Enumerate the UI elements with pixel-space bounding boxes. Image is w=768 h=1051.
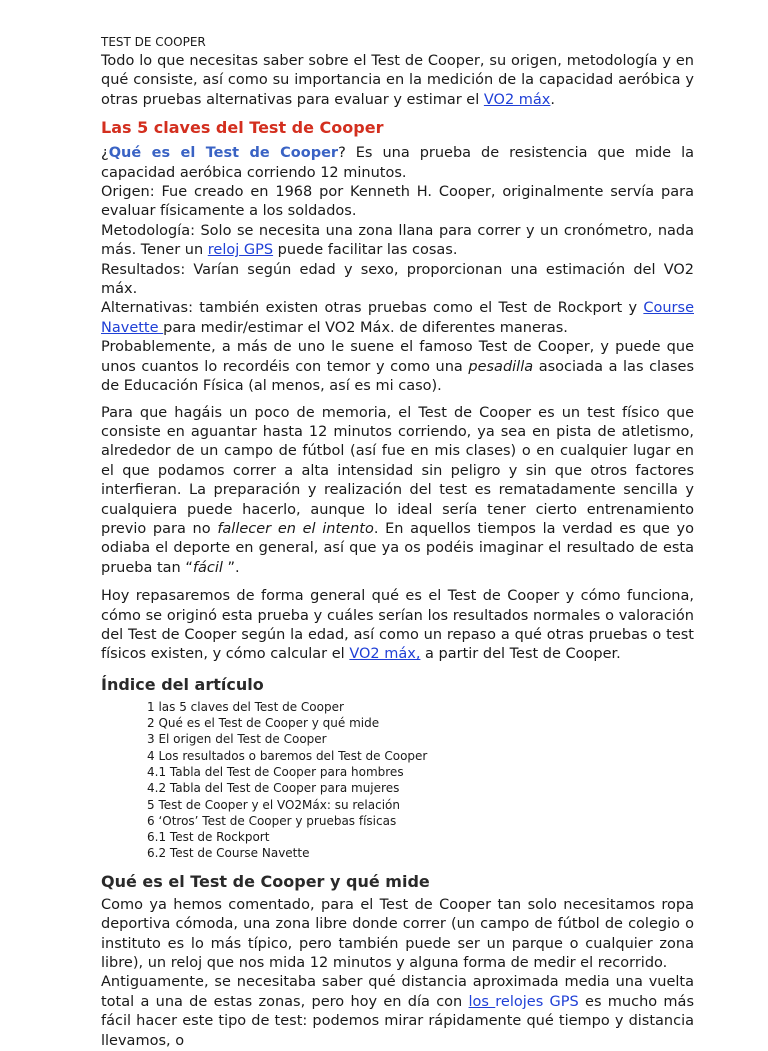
index-heading: Índice del artículo (101, 674, 264, 694)
toc-item[interactable]: 6.2 Test de Course Navette (147, 846, 310, 861)
table-of-contents (147, 699, 694, 862)
document-body (101, 35, 694, 1051)
paragraph-equipment: Como ya hemos comentado, para el Test de Cooper tan solo necesitamos ropa deportiva cómoda, una zona libre donde correr (un campo de fútbol de colegio o instituto es lo más típico, pero también puede ser un parque o cualquier zona libre), un reloj que nos mida 12 minutos y alguna forma de medir el recorrido. (101, 896, 694, 971)
paragraph-memories-text: Probablemente, a más de uno le suene el famoso Test de Cooper, y puede que unos cuantos lo recordéis con temor y como una (101, 339, 694, 375)
key-what-is-text: ? Es una prueba de resistencia que mide la capacidad aeróbica corriendo 12 minutos. (101, 145, 695, 181)
key-methodology (101, 222, 694, 261)
paragraph-gps-tail: es mucho más fácil hacer este tipo de test: podemos mirar rápidamente qué tiempo y distancia llevamos, o (101, 993, 695, 1049)
toc-item[interactable]: 4 Los resultados o baremos del Test de Cooper (147, 748, 428, 763)
key-methodology-text: Metodología: Solo se necesita una zona llana para correr y un cronómetro, nada más. Tener un (101, 222, 694, 259)
toc-item[interactable]: 4.1 Tabla del Test de Cooper para hombres (147, 764, 404, 779)
toc-item[interactable]: 6 ‘Otros’ Test de Cooper y pruebas físicas (147, 813, 397, 828)
vo2max-link[interactable]: VO2 máx (483, 91, 551, 108)
intro-paragraph (101, 52, 694, 110)
toc-item[interactable]: 5 Test de Cooper y el VO2Máx: su relación (147, 797, 401, 812)
paragraph-test-text: Para que hagáis un poco de memoria, el Test de Cooper es un test físico que consiste en aguantar hasta 12 minutos corriendo, ya sea en pista de atletismo, alrededor de un campo de fútbol (así fue en mis clases) o en cualquier lugar en el que podamos correr a alta intensidad sin peligro y sin que otros factores interfieran. La preparación y realización del test es rematadamente sencilla y cualquiera puede hacerlo, aunque lo ideal sería tener cierto entrenamiento previo para no (101, 404, 694, 537)
document-title: TEST DE COOPER (101, 35, 206, 49)
toc-item[interactable]: 4.2 Tabla del Test de Cooper para mujeres (147, 781, 400, 796)
paragraph-gps (101, 973, 694, 1051)
paragraph-overview (101, 587, 694, 665)
intro-text: Todo lo que necesitas saber sobre el Test de Cooper, su origen, metodología y en qué consiste, así como su importancia en la medición de la capacidad aeróbica y otras pruebas alternativas para evaluar y estimar el (101, 53, 694, 108)
gps-watches-link[interactable]: relojes GPS (495, 993, 579, 1010)
paragraph-memories-em: pesadilla (468, 358, 534, 375)
gps-watch-link[interactable]: reloj GPS (207, 242, 274, 259)
section-what-is-heading: Qué es el Test de Cooper y qué mide (101, 871, 430, 891)
paragraph-test-em2: fácil (192, 559, 228, 576)
key-alternatives-tail: para medir/estimar el VO2 Máx. de diferentes maneras. (163, 319, 568, 336)
paragraph-memories (101, 338, 694, 396)
key-alternatives-text: Alternativas: también existen otras pruebas como el Test de Rockport y (101, 300, 644, 317)
toc-item[interactable]: 6.1 Test de Rockport (147, 830, 270, 845)
key-methodology-tail: puede facilitar las cosas. (273, 242, 458, 259)
key-results: Resultados: Varían según edad y sexo, proporcionan una estimación del VO2 máx. (101, 261, 694, 298)
paragraph-test-em1: fallecer en el intento (217, 520, 374, 537)
paragraph-test-mid: . En aquellos tiempos la verdad es que yo odiaba el deporte en general, así que ya os podéis imaginar el resultado de esta prueba tan “ (101, 520, 694, 576)
paragraph-memories-tail: asociada a las clases de Educación Física (al menos, así es mi caso). (101, 358, 694, 395)
key-what-is-highlight: Qué es el Test de Cooper (108, 145, 339, 162)
los-link[interactable]: los (468, 993, 496, 1010)
paragraph-overview-text: Hoy repasaremos de forma general qué es el Test de Cooper y cómo funciona, cómo se originó esta prueba y cuáles serían los resultados normales o valoración del Test de Cooper según la edad, así como un repaso a qué otras pruebas o test físicos existen, y cómo calcular el (101, 588, 694, 663)
paragraph-overview-tail: a partir del Test de Cooper. (420, 646, 621, 663)
toc-item[interactable]: 3 El origen del Test de Cooper (147, 732, 327, 747)
keys-heading: Las 5 claves del Test de Cooper (101, 118, 384, 138)
key-what-is (101, 144, 694, 183)
toc-item[interactable]: 1 las 5 claves del Test de Cooper (147, 699, 344, 714)
key-origin: Origen: Fue creado en 1968 por Kenneth H. Cooper, originalmente servía para evaluar físicamente a los soldados. (101, 184, 694, 220)
key-alternatives (101, 299, 694, 338)
intro-tail: . (550, 91, 555, 108)
course-navette-link[interactable]: Course Navette (101, 300, 694, 336)
toc-item[interactable]: 2 Qué es el Test de Cooper y qué mide (147, 716, 380, 731)
paragraph-test-description (101, 404, 694, 579)
vo2max-calc-link[interactable]: VO2 máx, (349, 646, 421, 663)
paragraph-gps-text: Antiguamente, se necesitaba saber qué distancia aproximada media una vuelta total a una de estas zonas, pero hoy en día con (101, 974, 694, 1010)
paragraph-test-tail: ”. (227, 559, 240, 576)
key-what-is-pre: ¿ (101, 145, 109, 162)
